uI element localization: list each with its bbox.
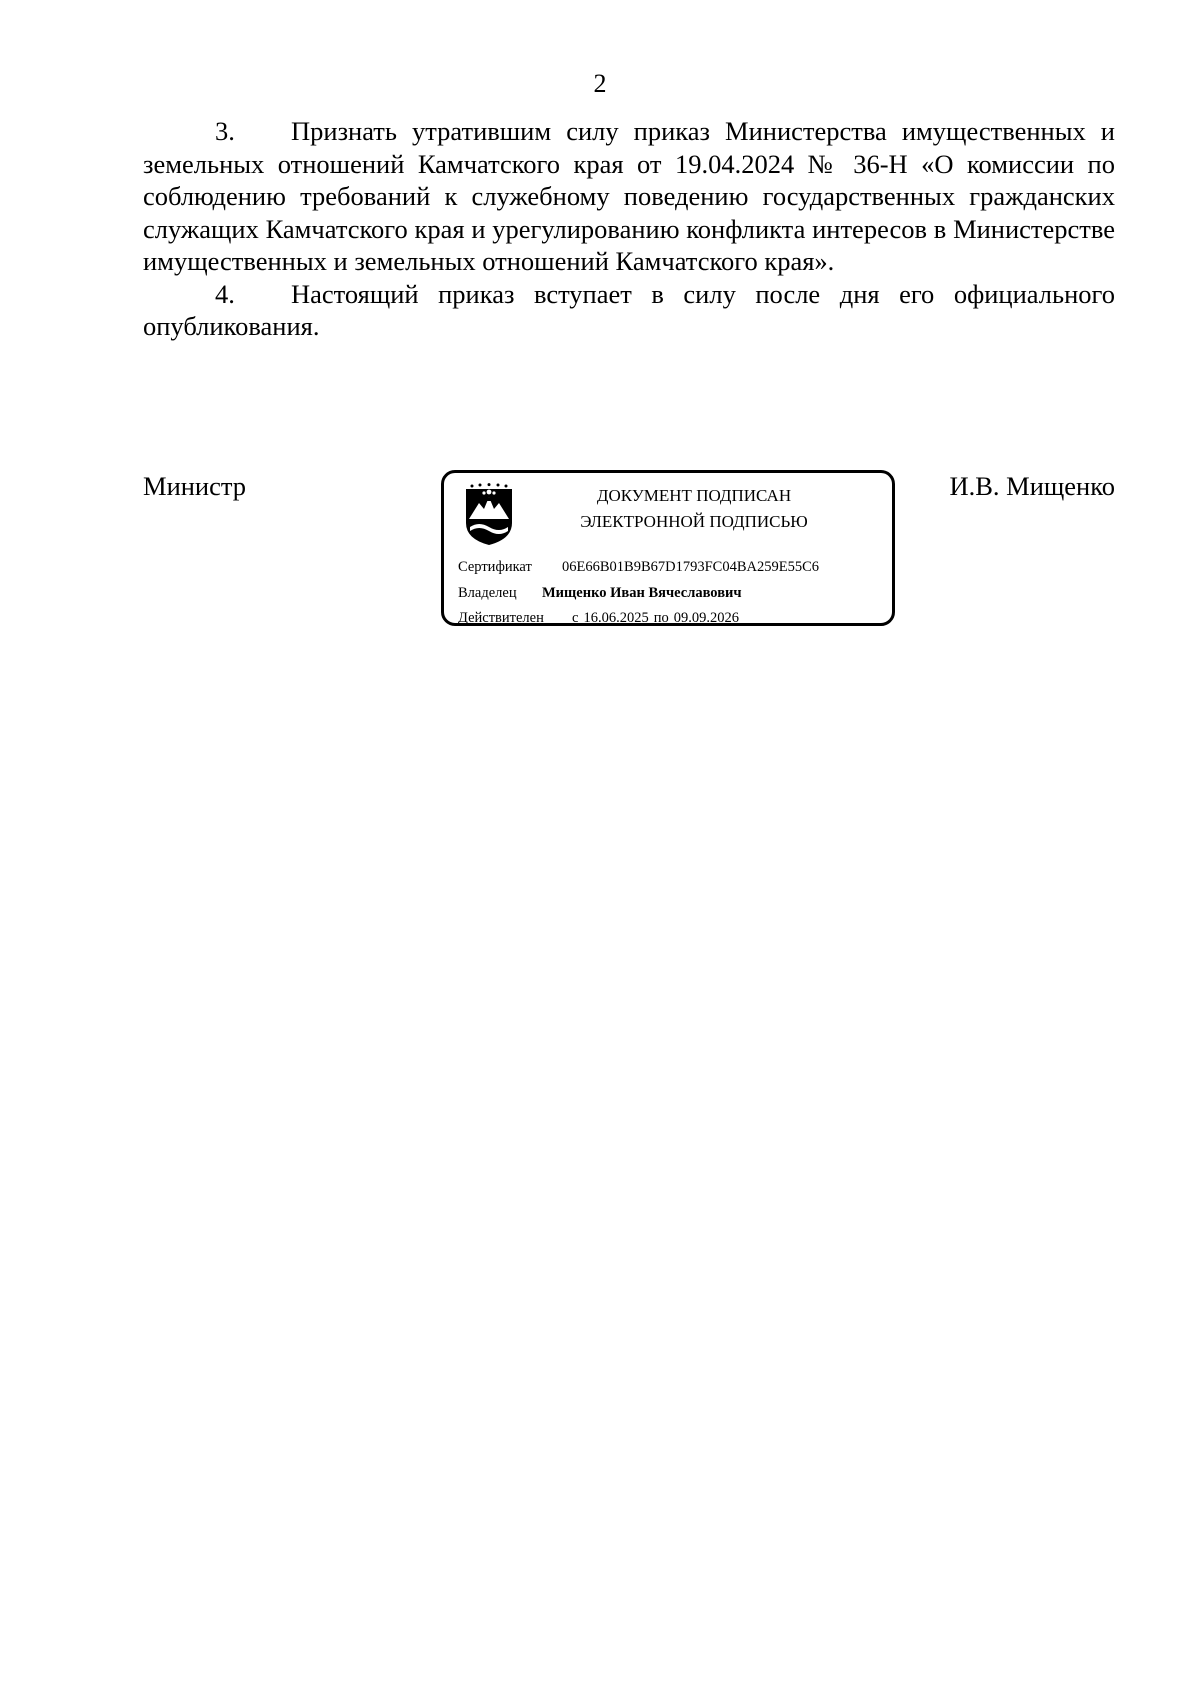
stamp-certificate-row <box>458 557 819 577</box>
signatory-name: И.В. Мищенко <box>949 471 1115 501</box>
stamp-title-line-2: ЭЛЕКТРОННОЙ ПОДПИСЬЮ <box>580 512 808 531</box>
paragraph-4 <box>143 278 1115 343</box>
paragraph-number: 3. <box>215 116 235 146</box>
validity-from-date: 16.06.2025 <box>583 610 649 626</box>
validity-to-date: 09.09.2026 <box>673 610 739 626</box>
document-body <box>143 115 1115 343</box>
paragraph-text: Признать утратившим силу приказ Министерства имущественных и земельных отношений Камчатского края от 19.04.2024 № 36-Н «О комиссии по соблюдению требований к служебному поведению государственных гражданских служащих Камчатского края и урегулированию конфликта интересов в Министерстве имущественных и земельных отношений Камчатского края». <box>143 116 1115 276</box>
stamp-title-line-1: ДОКУМЕНТ ПОДПИСАН <box>596 486 792 505</box>
kamchatka-coat-of-arms-icon <box>462 483 516 547</box>
owner-label: Владелец <box>458 585 517 601</box>
page-number: 2 <box>593 69 607 98</box>
paragraph-number: 4. <box>215 278 235 309</box>
paragraph-text: Настоящий приказ вступает в силу после дня его официального опубликования. <box>143 278 1115 341</box>
certificate-value: 06E66B01B9B67D1793FC04BA259E55C6 <box>562 559 819 575</box>
electronic-signature-stamp <box>441 470 895 626</box>
paragraph-3 <box>143 115 1115 278</box>
validity-to-word: по <box>653 610 669 626</box>
stamp-owner-row <box>458 583 742 603</box>
owner-value: Мищенко Иван Вячеславович <box>542 585 742 601</box>
stamp-title <box>524 483 864 535</box>
validity-label: Действителен <box>458 610 544 626</box>
certificate-label: Сертификат <box>458 559 532 575</box>
stamp-validity-row <box>458 608 739 628</box>
validity-from-word: с <box>572 610 579 626</box>
signatory-position: Министр <box>143 471 247 501</box>
